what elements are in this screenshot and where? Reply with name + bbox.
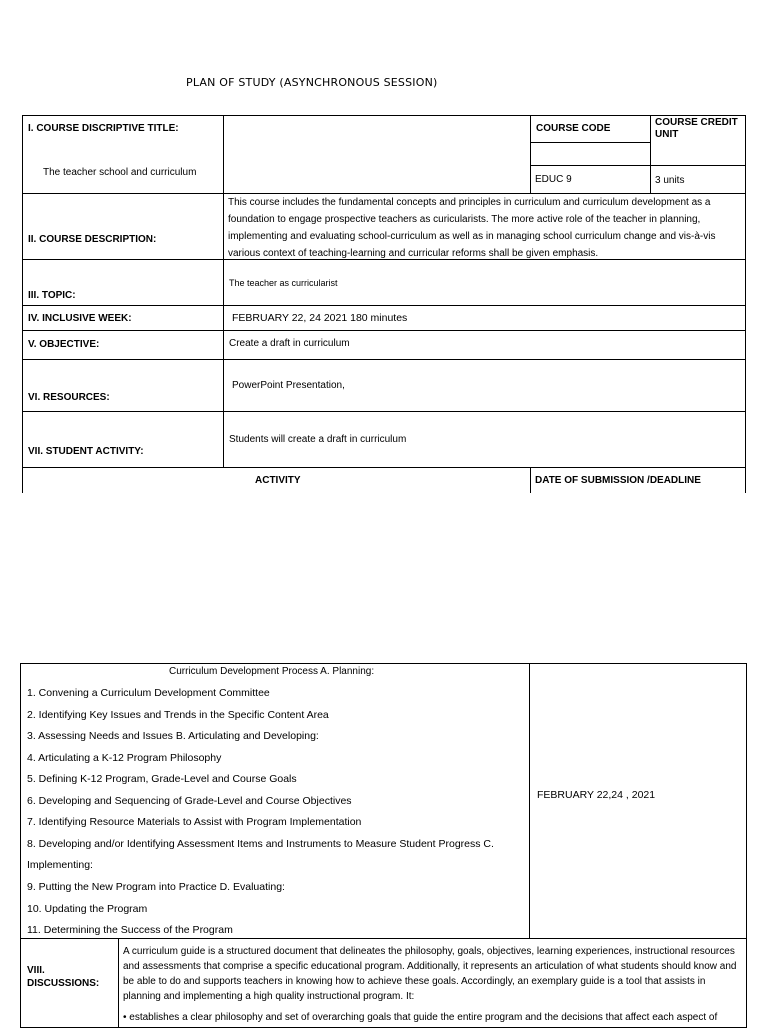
resources-label: VI. RESOURCES: [28, 392, 110, 403]
student-activity-label: VII. STUDENT ACTIVITY: [28, 446, 144, 457]
objective-label-cell [22, 330, 224, 360]
process-item: 8. Developing and/or Identifying Assessment Items and Instruments to Measure Student Progress C. [27, 838, 494, 850]
week-label: IV. INCLUSIVE WEEK: [28, 313, 132, 324]
course-code-value: EDUC 9 [535, 174, 572, 185]
week-value: FEBRUARY 22, 24 2021 180 minutes [232, 312, 408, 324]
description-label-cell [22, 193, 224, 260]
process-item: 9. Putting the New Program into Practice D. Evaluating: [27, 881, 285, 893]
course-title-cell [22, 115, 224, 194]
process-item: 1. Convening a Curriculum Development Committee [27, 687, 270, 699]
course-credit-label: COURSE CREDIT UNIT [655, 117, 738, 140]
process-heading: Curriculum Development Process A. Planning: [169, 666, 375, 677]
course-credit-value-cell [650, 165, 746, 194]
description-value: This course includes the fundamental concepts and principles in curriculum and curriculum development as a foundation to engage prospective teachers as curicularists. The more active role of the teacher in planning, implementing and evaluating school-curriculum as well as in managing school curriculum change and vis-à-vis various context of teaching-learning and curricular reforms shall be given emphasis. [228, 197, 716, 259]
course-credit-header-cell [650, 115, 746, 166]
discussion-paragraph: A curriculum guide is a structured document that delineates the philosophy, goals, objectives, learning experiences, instructional resources and assessments that comprise a specific educational program. Additionally, it represents an articulation of what students should know and be able to do and supports teachers in knowing how to achieve these goals. Accordingly, an exemplary guide is a tool that assists in planning and implementing a high quality instructional program. It: [123, 946, 737, 1002]
resources-value-cell [223, 359, 746, 412]
document-title: PLAN OF STUDY (ASYNCHRONOUS SESSION) [186, 76, 438, 89]
topic-label-cell [22, 259, 224, 306]
topic-value-cell [223, 259, 746, 306]
student-activity-value: Students will create a draft in curriculum [229, 434, 407, 445]
process-item: 7. Identifying Resource Materials to Assist with Program Implementation [27, 816, 362, 828]
process-deadline: FEBRUARY 22,24 , 2021 [537, 789, 656, 801]
topic-label: III. TOPIC: [28, 290, 76, 301]
discussions-label-line-1: VIII. [27, 965, 45, 976]
process-item: 11. Determining the Success of the Program [27, 924, 233, 936]
process-item: 2. Identifying Key Issues and Trends in the Specific Content Area [27, 709, 329, 721]
week-label-cell [22, 305, 224, 331]
activity-header-cell [22, 467, 531, 493]
course-code-label: COURSE CODE [536, 123, 611, 134]
course-title-label: I. COURSE DISCRIPTIVE TITLE: [28, 123, 179, 134]
objective-value-cell [223, 330, 746, 360]
course-credit-value: 3 units [655, 175, 685, 186]
description-label: II. COURSE DESCRIPTION: [28, 234, 157, 245]
process-item: 3. Assessing Needs and Issues B. Articulating and Developing: [27, 730, 319, 742]
process-item: Implementing: [27, 859, 93, 871]
process-item: 10. Updating the Program [27, 903, 148, 915]
discussion-bullet: • establishes a clear philosophy and set of overarching goals that guide the entire program and the decisions that affect each aspect of [123, 1012, 718, 1023]
activity-header: ACTIVITY [255, 475, 301, 486]
description-value-cell [223, 193, 746, 260]
deadline-header: DATE OF SUBMISSION /DEADLINE [535, 475, 701, 486]
objective-label: V. OBJECTIVE: [28, 339, 100, 350]
topic-value: The teacher as curricularist [229, 278, 338, 288]
student-activity-label-cell [22, 411, 224, 468]
course-title-value: The teacher school and curriculum [43, 167, 197, 178]
process-cell [20, 663, 530, 939]
course-title-blank-cell [223, 115, 531, 194]
course-code-value-cell [530, 165, 651, 194]
resources-value: PowerPoint Presentation, [232, 380, 345, 391]
discussions-value-cell [118, 938, 747, 1028]
week-value-cell [223, 305, 746, 331]
student-activity-value-cell [223, 411, 746, 468]
discussions-label-line-2: DISCUSSIONS: [27, 978, 100, 989]
objective-value: Create a draft in curriculum [229, 338, 350, 349]
process-item: 5. Defining K-12 Program, Grade-Level and Course Goals [27, 773, 297, 785]
deadline-header-cell [530, 467, 746, 493]
process-item: 6. Developing and Sequencing of Grade-Level and Course Objectives [27, 795, 352, 807]
discussions-label-cell [20, 938, 119, 1028]
course-code-blank-cell [530, 142, 651, 166]
resources-label-cell [22, 359, 224, 412]
course-code-header-cell [530, 115, 651, 143]
process-item: 4. Articulating a K-12 Program Philosophy [27, 752, 222, 764]
process-deadline-cell [529, 663, 747, 939]
